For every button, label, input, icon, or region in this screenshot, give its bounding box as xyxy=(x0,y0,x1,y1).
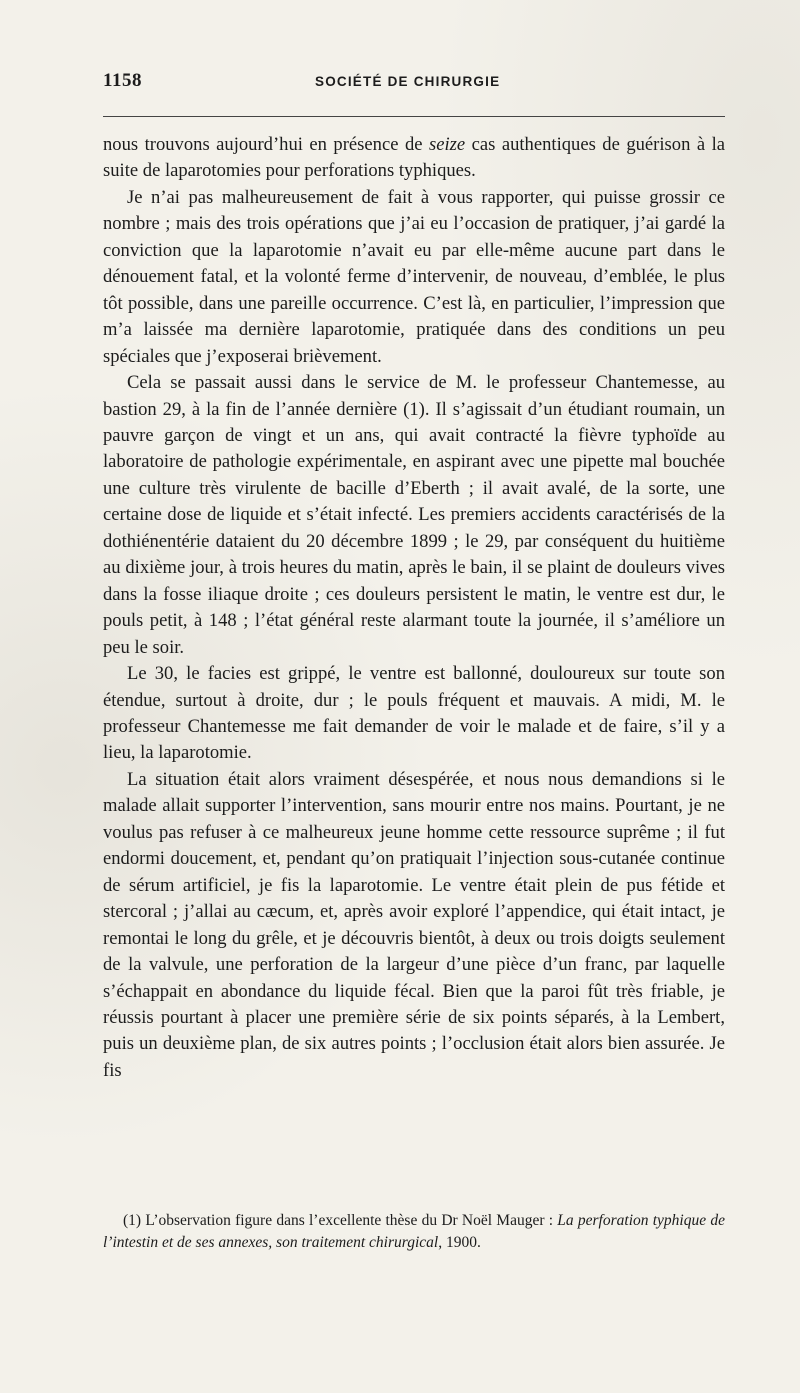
emphasis-seize: seize xyxy=(428,134,466,155)
header-rule xyxy=(103,116,725,117)
page-number: 1158 xyxy=(103,70,142,91)
body-text xyxy=(103,132,725,1084)
footnote: (1) L’observation figure dans l’excellente thèse du Dr Noël Mauger : La perforation typhique de l’intestin et de ses annexes, son traitement chirurgical, 1900. xyxy=(103,1212,725,1251)
running-title: SOCIÉTÉ DE CHIRURGIE xyxy=(315,74,501,89)
footnote-title: La perforation typhique de l’intestin et de ses annexes, son traitement chirurgical xyxy=(103,1212,725,1251)
footnote-reference: (1) xyxy=(403,398,425,420)
paragraph-2: Je n’ai pas malheureusement de fait à vous rapporter, qui puisse grossir ce nombre ; mais des trois opérations que j’ai eu l’occasion de pratiquer, j’ai gardé la conviction que la laparotomie n’avait eu par elle-même aucune part dans le dénouement fatal, et la volonté ferme d’intervenir, de nouveau, d’emblée, le plus tôt possible, dans une pareille occurrence. C’est là, en particulier, l’impression que m’a laissée ma dernière laparotomie, pratiquée dans des conditions un peu spéciales que j’exposerai brièvement. xyxy=(103,186,725,367)
footnote-mark: (1) xyxy=(123,1212,142,1229)
page-header xyxy=(103,70,727,102)
paragraph-3: Cela se passait aussi dans le service de M. le professeur Chantemesse, au bastion 29, à la fin de l’année dernière (1). Il s’agissait d’un étudiant roumain, un pauvre garçon de vingt et un ans, qui avait contracté la fièvre typhoïde au laboratoire de pathologie expérimentale, en aspirant avec une pipette mal bouchée une culture très virulente de bacille d’Eberth ; il avait avalé, de la sorte, une certaine dose de liquide et s’était infecté. Les premiers accidents caractérisés de la dothiénentérie dataient du 20 décembre 1899 ; le 29, par conséquent du huitième au dixième jour, à trois heures du matin, après le bain, il se plaint de douleurs vives dans la fosse iliaque droite ; ces douleurs persistent le matin, le ventre est dur, le pouls petit, à 148 ; l’état général reste alarmant toute la journée, il s’améliore un peu le soir. xyxy=(103,372,725,658)
paragraph-5: La situation était alors vraiment désespérée, et nous nous demandions si le malade allait supporter l’intervention, sans mourir entre nos mains. Pourtant, je ne voulus pas refuser à ce malheureux jeune homme cette ressource suprême ; il fut endormi doucement, et, pendant qu’on pratiquait l’injection sous-cutanée continue de sérum artificiel, je fis la laparotomie. Le ventre était plein de pus fétide et stercoral ; j’allai au cæcum, et, après avoir exploré l’appendice, qui était intact, je remontai le long du grêle, et je découvris bientôt, à deux ou trois doigts seulement de la valvule, une perforation de la largeur d’une pièce d’un franc, par laquelle s’échappait en abondance du liquide fécal. Bien que la paroi fût très friable, je réussis pourtant à placer une première série de six points séparés, à la Lembert, puis un deuxième plan, de six autres points ; l’occlusion était alors bien assurée. Je fis xyxy=(103,768,725,1081)
paragraph-1: nous trouvons aujourd’hui en présence de seize cas authentiques de guérison à la suite de laparotomies pour perforations typhiques. xyxy=(103,134,725,182)
paragraph-4: Le 30, le facies est grippé, le ventre est ballonné, douloureux sur toute son étendue, surtout à droite, dur ; le pouls fréquent et mauvais. A midi, M. le professeur Chantemesse me fait demander de voir le malade et de faire, s’il y a lieu, la laparotomie. xyxy=(103,663,725,764)
